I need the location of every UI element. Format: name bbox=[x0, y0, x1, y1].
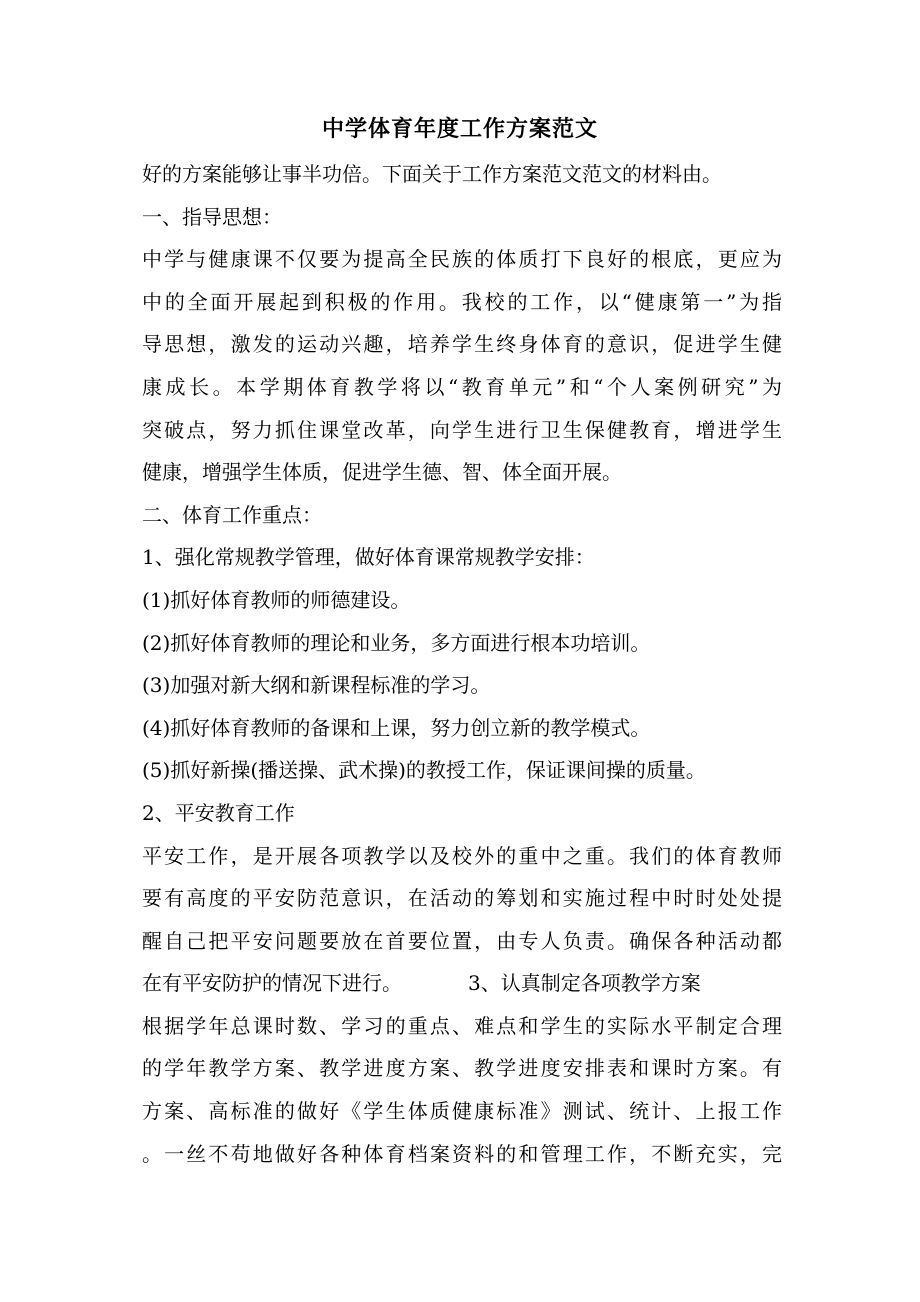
document-title: 中学体育年度工作方案范文 bbox=[321, 116, 598, 142]
document-body bbox=[142, 153, 782, 1175]
paragraph-line: 好的方案能够让事半功倍。下面关于工作方案范文范文的材料由。 bbox=[142, 162, 722, 186]
list-item: 2、平安教育工作 bbox=[142, 800, 295, 825]
list-item: (1)抓好体育教师的师德建设。 bbox=[142, 587, 411, 612]
list-item: (4)抓好体育教师的备课和上课，努力创立新的教学模式。 bbox=[142, 715, 651, 740]
paragraph-line: 导思想，激发的运动兴趣，培养学生终身体育的意识，促进学生健 bbox=[142, 332, 782, 357]
section-heading: 一、指导思想： bbox=[142, 204, 282, 229]
paragraph-line: 根据学年总课时数、学习的重点、难点和学生的实际水平制定合理 bbox=[142, 1013, 782, 1038]
paragraph-line: 中的全面开展起到积极的作用。我校的工作，以“健康第一”为指 bbox=[142, 289, 782, 314]
list-item: (3)加强对新大纲和新课程标准的学习。 bbox=[142, 673, 491, 698]
list-item: 3、认真制定各项教学方案 bbox=[468, 971, 701, 996]
list-item: 1、强化常规教学管理，做好体育课常规教学安排： bbox=[142, 545, 595, 570]
paragraph-line: 康成长。本学期体育教学将以“教育单元”和“个人案例研究”为 bbox=[142, 374, 782, 399]
paragraph-line-end: 在有平安防护的情况下进行。 bbox=[142, 971, 402, 996]
paragraph-line: 要有高度的平安防范意识，在活动的筹划和实施过程中时时处处提 bbox=[142, 886, 782, 911]
paragraph-line: 醒自己把平安问题要放在首要位置，由专人负责。确保各种活动都 bbox=[142, 928, 782, 953]
list-item: (5)抓好新操(播送操、武术操)的教授工作，保证课间操的质量。 bbox=[142, 758, 706, 783]
paragraph-line: 方案、高标准的做好《学生体质健康标准》测试、统计、上报工作 bbox=[142, 1099, 782, 1124]
paragraph-line: 健康，增强学生体质，促进学生德、智、体全面开展。 bbox=[142, 460, 622, 485]
paragraph-line: 突破点，努力抓住课堂改革，向学生进行卫生保健教育，增进学生 bbox=[142, 417, 782, 442]
section-heading: 二、体育工作重点： bbox=[142, 502, 322, 527]
list-item: (2)抓好体育教师的理论和业务，多方面进行根本功培训。 bbox=[142, 630, 651, 655]
paragraph-line: 中学与健康课不仅要为提高全民族的体质打下良好的根底，更应为 bbox=[142, 247, 782, 272]
paragraph-line: 的学年教学方案、教学进度方案、教学进度安排表和课时方案。有 bbox=[142, 1056, 782, 1081]
paragraph-line: 平安工作，是开展各项教学以及校外的重中之重。我们的体育教师 bbox=[142, 843, 782, 868]
paragraph-line bbox=[142, 962, 782, 1005]
paragraph-line: 。一丝不苟地做好各种体育档案资料的和管理工作，不断充实，完 bbox=[142, 1141, 782, 1166]
